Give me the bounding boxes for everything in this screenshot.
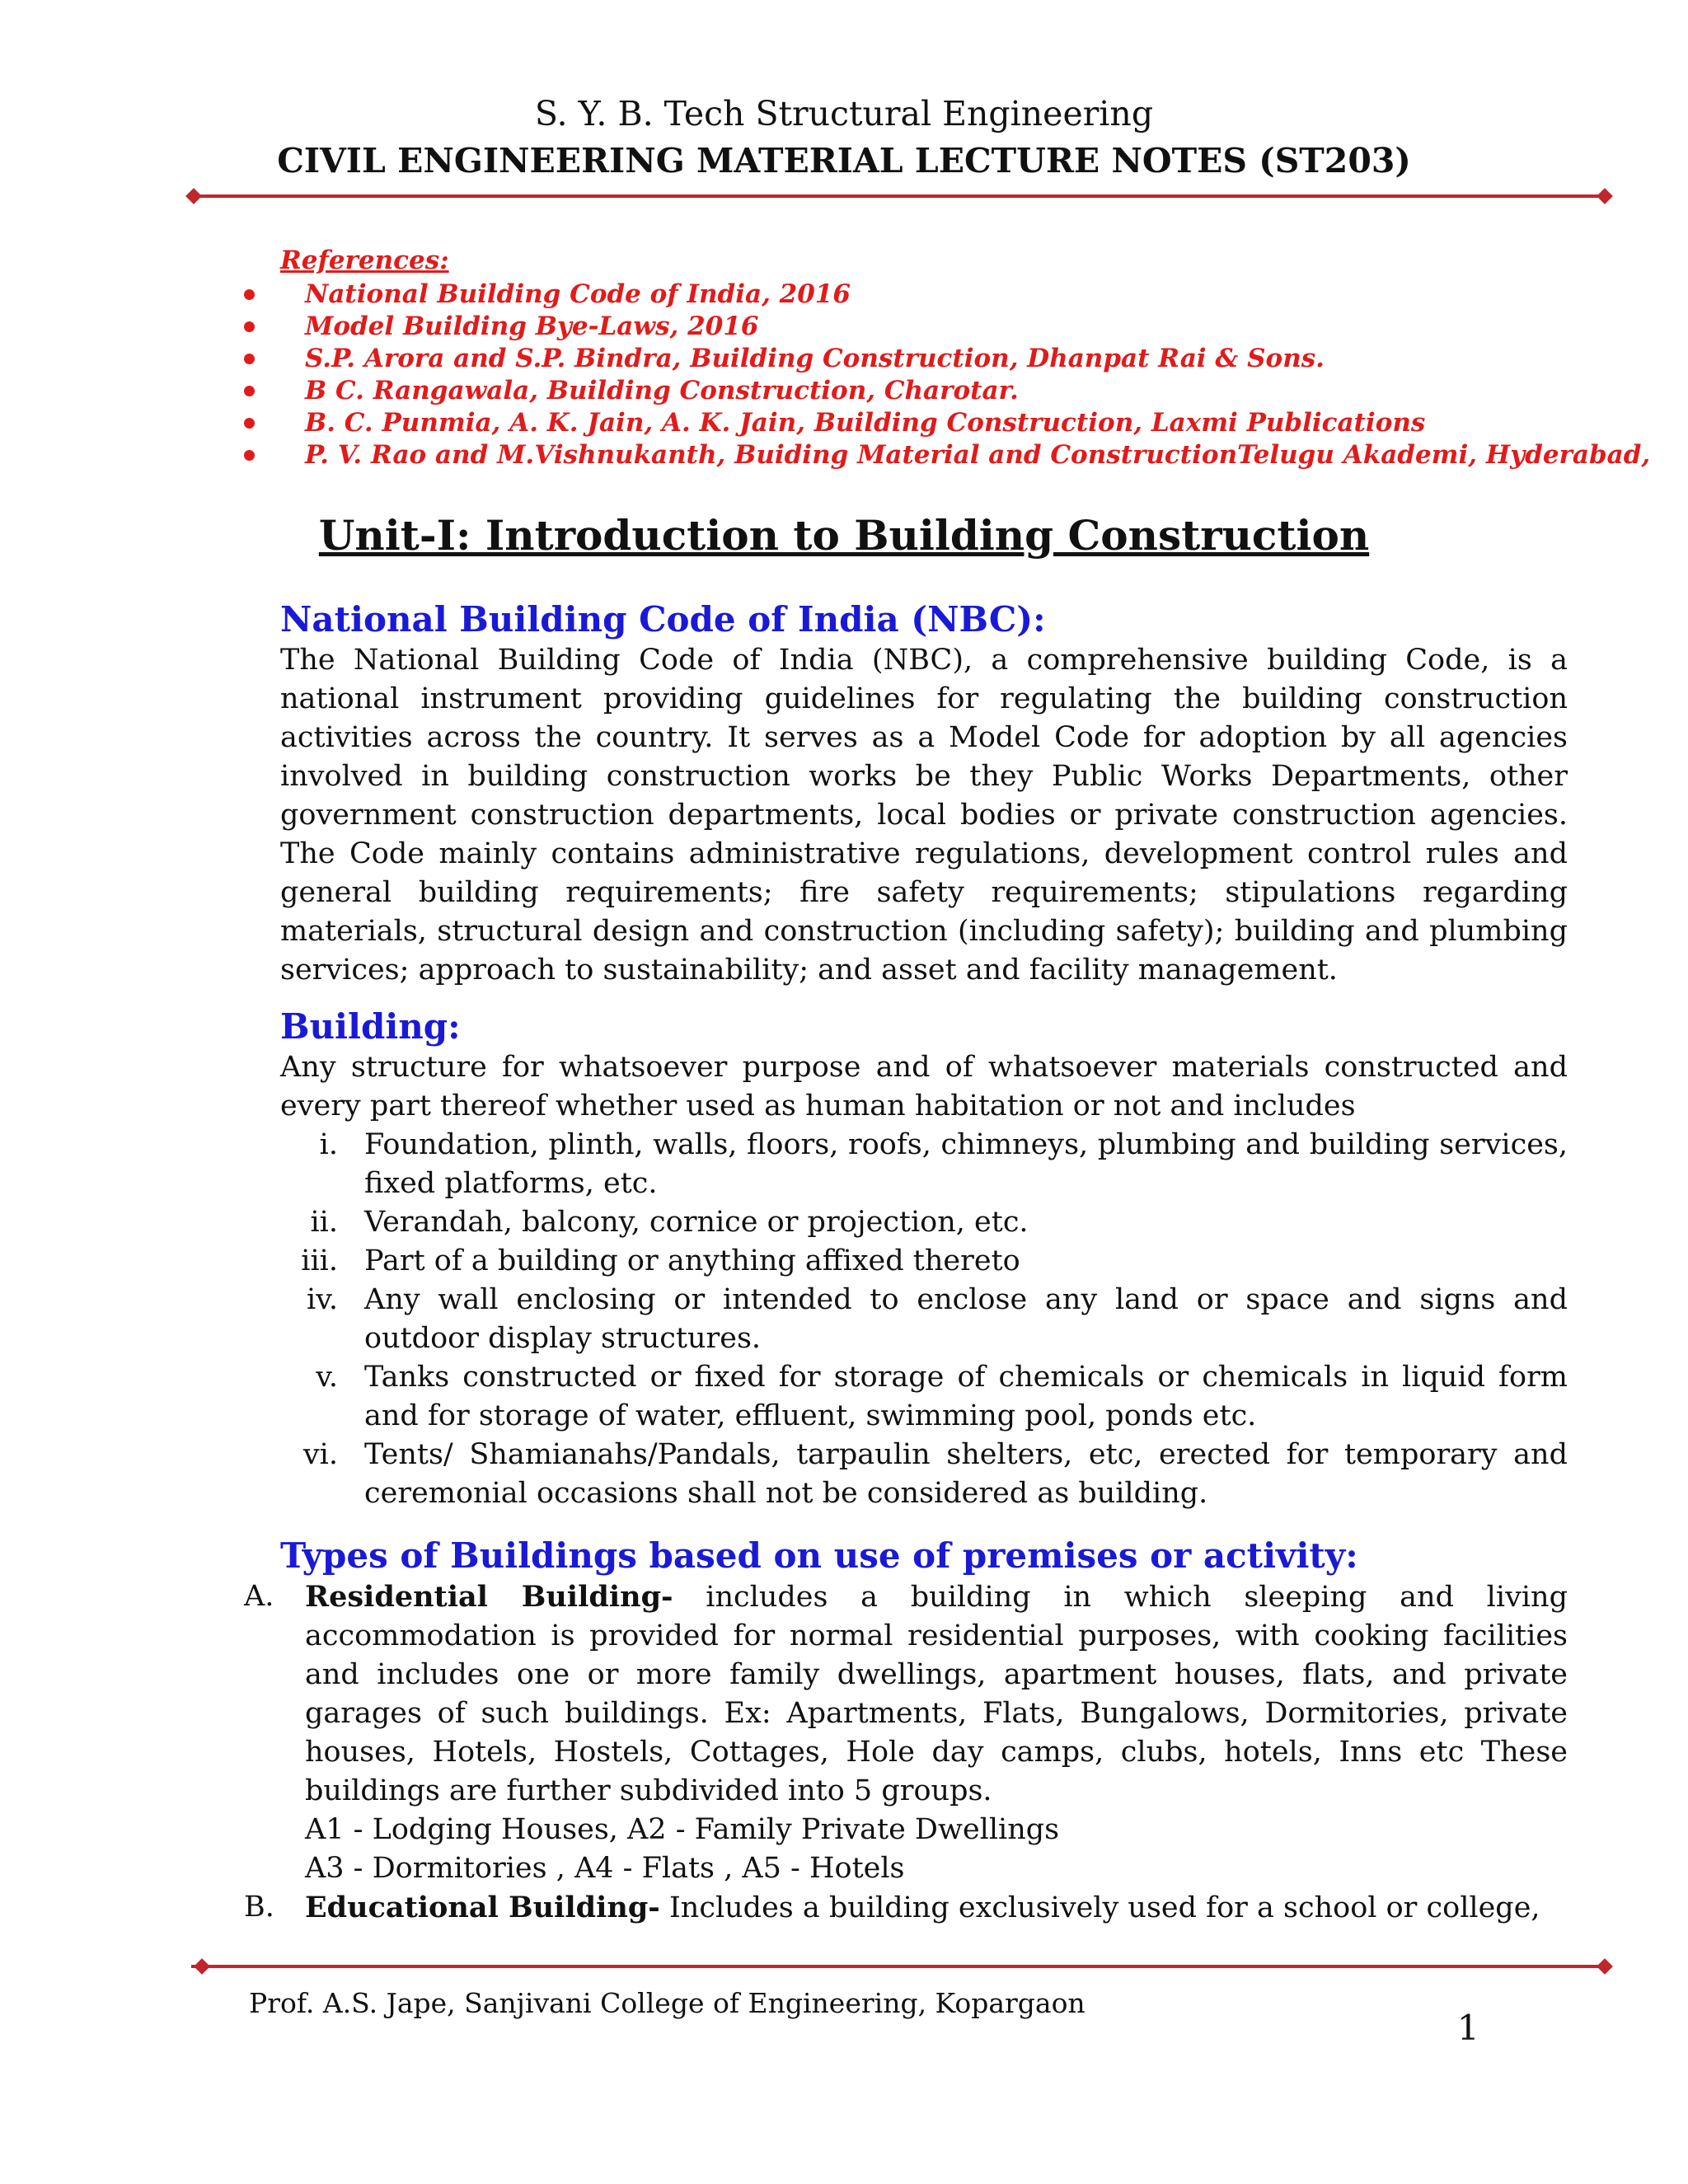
- header-course: S. Y. B. Tech Structural Engineering: [534, 94, 1154, 134]
- bullet-icon: [244, 386, 255, 396]
- unit-title: Unit-I: Introduction to Building Construction: [318, 511, 1370, 560]
- subgroup-line: A1 - Lodging Houses, A2 - Family Private Dwellings: [305, 1813, 1060, 1846]
- header-divider: [191, 194, 1607, 198]
- bullet-icon: [244, 321, 255, 332]
- list-item: v. Tanks constructed or fixed for storage of chemicals or chemicals in liquid form and for storage of water, effluent, swimming pool, ponds etc.: [316, 1361, 1568, 1432]
- nbc-paragraph: The National Building Code of India (NBC), a comprehensive building Code, is a national instrument providing guidelines for regulating the building construction activities across the country. It serves as a Model Code for adoption by all agencies involved in building construction works be they Public Works Departments, other government construction departments, local bodies or private construction agencies. The Code mainly contains administrative regulations, development control rules and general building requirements; fire safety requirements; stipulations regarding materials, structural design and construction (including safety); building and plumbing services; approach to sustainability; and asset and facility management.: [280, 644, 1568, 987]
- list-item: B. Educational Building- Includes a building exclusively used for a school or college,: [244, 1891, 1540, 1924]
- divider-diamond-right: [1597, 1958, 1613, 1975]
- page-number: 1: [1457, 2008, 1479, 2048]
- section-heading-types: Types of Buildings based on use of premises or activity:: [280, 1535, 1358, 1576]
- reference-item: Model Building Bye-Laws, 2016: [244, 311, 1563, 343]
- subgroup-line: A3 - Dormitories , A4 - Flats , A5 - Hotels: [305, 1852, 905, 1885]
- divider-diamond-left: [185, 188, 202, 204]
- list-item: iii. Part of a building or anything affixed thereto: [301, 1244, 1020, 1277]
- list-item: ii. Verandah, balcony, cornice or projection, etc.: [310, 1206, 1029, 1239]
- reference-item: S.P. Arora and S.P. Bindra, Building Construction, Dhanpat Rai & Sons.: [244, 343, 1563, 375]
- bullet-icon: [244, 289, 255, 300]
- list-item: A. Residential Building- includes a building in which sleeping and living accommodation is provided for normal residential purposes, with cooking facilities and includes one or more family dwellings, apartment houses, flats, and private garages of such buildings. Ex: Apartments, Flats, Bungalows, Dormitories, private houses, Hotels, Hostels, Cottages, Hole day camps, clubs, hotels, Inns etc These buildings are further subdivided into 5 groups. A1 - Lodging Houses, A2 - Family Private Dwellings A3 - Dormitories , A4 - Flats , A5 - Hotels: [244, 1577, 1568, 1888]
- list-item: iv. Any wall enclosing or intended to enclose any land or space and signs and outdoor display structures.: [307, 1283, 1568, 1355]
- divider-diamond-right: [1597, 188, 1613, 204]
- footer-divider: [191, 1965, 1607, 1968]
- section-heading-nbc: National Building Code of India (NBC):: [280, 599, 1046, 640]
- building-intro: Any structure for whatsoever purpose and of whatsoever materials constructed and every part thereof whether used as human habitation or not and includes: [280, 1051, 1568, 1122]
- type-title: Residential Building-: [305, 1580, 673, 1614]
- bullet-icon: [244, 418, 255, 429]
- references-title: References:: [280, 246, 449, 275]
- building-includes-list: [280, 1126, 1568, 1513]
- bullet-icon: [244, 450, 255, 461]
- references-list: [244, 279, 1651, 471]
- reference-item: P. V. Rao and M.Vishnukanth, Buiding Material and ConstructionTelugu Akademi, Hyderabad,: [244, 439, 1563, 471]
- section-heading-building: Building:: [280, 1006, 461, 1047]
- reference-item: B. C. Punmia, A. K. Jain, A. K. Jain, Building Construction, Laxmi Publications: [244, 407, 1563, 439]
- list-item: vi. Tents/ Shamianahs/Pandals, tarpaulin shelters, etc, erected for temporary and ceremonial occasions shall not be considered as building.: [302, 1438, 1568, 1510]
- type-title: Educational Building-: [305, 1891, 660, 1924]
- list-item: i. Foundation, plinth, walls, floors, roofs, chimneys, plumbing and building services, fixed platforms, etc.: [319, 1128, 1568, 1200]
- bullet-icon: [244, 354, 255, 364]
- building-types-list: [244, 1577, 1568, 1928]
- reference-item: B C. Rangawala, Building Construction, Charotar.: [244, 375, 1563, 407]
- divider-diamond-left: [194, 1958, 210, 1975]
- header-title: CIVIL ENGINEERING MATERIAL LECTURE NOTES (ST203): [277, 141, 1411, 180]
- reference-item: National Building Code of India, 2016: [244, 279, 1563, 311]
- footer-author: Prof. A.S. Jape, Sanjivani College of Engineering, Kopargaon: [249, 1987, 1085, 2019]
